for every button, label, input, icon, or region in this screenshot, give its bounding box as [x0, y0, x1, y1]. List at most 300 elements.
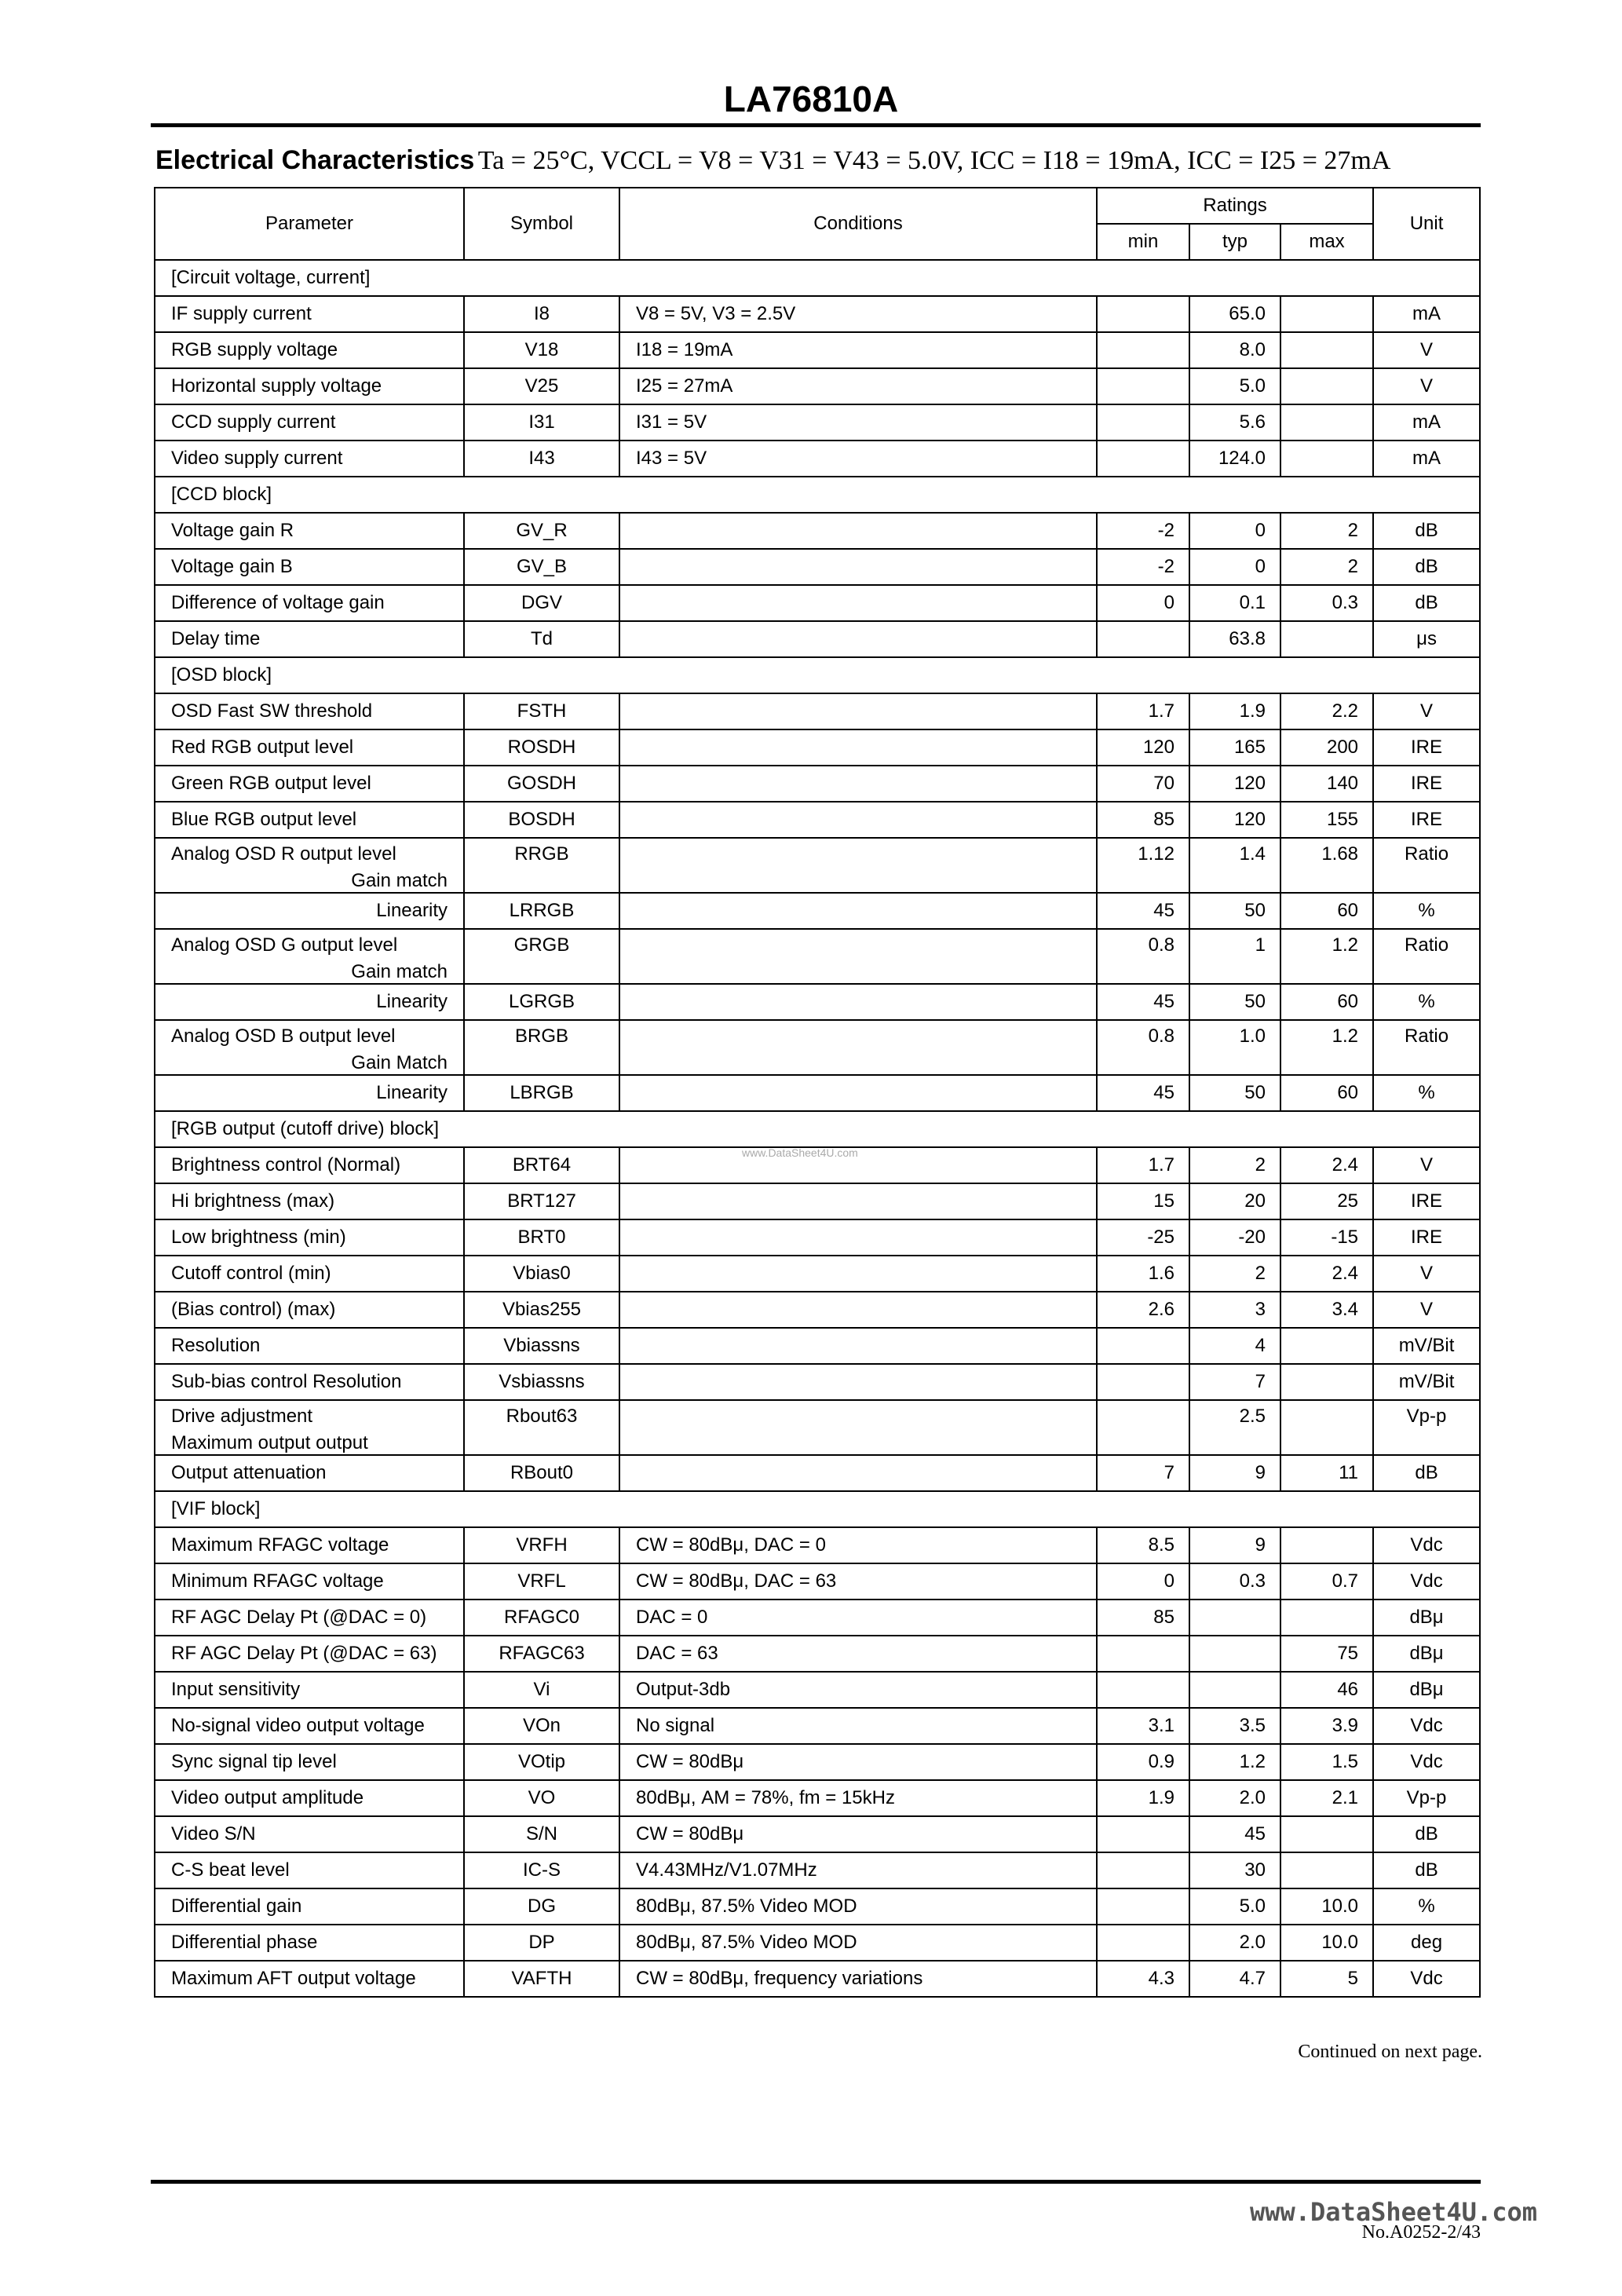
- cell-conditions: [619, 984, 1097, 1020]
- cell-symbol: DG: [464, 1888, 619, 1925]
- cell-unit: mA: [1373, 296, 1480, 332]
- cell-max: 10.0: [1280, 1925, 1373, 1961]
- cell-unit: dBμ: [1373, 1600, 1480, 1636]
- cell-max: [1280, 368, 1373, 404]
- cell-conditions: [619, 1364, 1097, 1400]
- cell-typ: 8.0: [1189, 332, 1280, 368]
- table-row: [155, 1708, 1480, 1744]
- cell-min: 0: [1097, 585, 1189, 621]
- cell-max: -15: [1280, 1219, 1373, 1256]
- header-min: min: [1097, 224, 1189, 260]
- table-row: [155, 984, 1480, 1020]
- cell-conditions: [619, 1292, 1097, 1328]
- cell-max: [1280, 1852, 1373, 1888]
- cell-typ: 5.0: [1189, 1888, 1280, 1925]
- cell-unit: mV/Bit: [1373, 1328, 1480, 1364]
- cell-typ: [1189, 1600, 1280, 1636]
- cell-parameter: Red RGB output level: [155, 729, 464, 766]
- cell-max: 60: [1280, 1075, 1373, 1111]
- cell-parameter: Linearity: [155, 893, 464, 929]
- table-row: [155, 802, 1480, 838]
- cell-parameter: [155, 838, 464, 893]
- table-row: [155, 1636, 1480, 1672]
- cell-unit: V: [1373, 332, 1480, 368]
- cell-parameter: (Bias control) (max): [155, 1292, 464, 1328]
- cell-unit: IRE: [1373, 1183, 1480, 1219]
- cell-min: 0.8: [1097, 929, 1189, 984]
- cell-typ: 63.8: [1189, 621, 1280, 657]
- cell-symbol: Vbias255: [464, 1292, 619, 1328]
- cell-unit: IRE: [1373, 802, 1480, 838]
- cell-symbol: BRT64: [464, 1147, 619, 1183]
- cell-conditions: V8 = 5V, V3 = 2.5V: [619, 296, 1097, 332]
- cell-typ: 1.9: [1189, 693, 1280, 729]
- cell-parameter: Linearity: [155, 1075, 464, 1111]
- cell-parameter: Voltage gain B: [155, 549, 464, 585]
- cell-unit: Vdc: [1373, 1744, 1480, 1780]
- cell-unit: mV/Bit: [1373, 1364, 1480, 1400]
- cell-unit: dB: [1373, 1455, 1480, 1491]
- continued-note: Continued on next page.: [1298, 2042, 1482, 2062]
- header-row: [155, 188, 1480, 224]
- section-title: Electrical Characteristics: [155, 145, 475, 175]
- cell-parameter: Voltage gain R: [155, 513, 464, 549]
- cell-max: 3.4: [1280, 1292, 1373, 1328]
- parameter-line1: Analog OSD B output level: [171, 1026, 396, 1047]
- cell-typ: 0: [1189, 513, 1280, 549]
- cell-typ: 1.4: [1189, 838, 1280, 893]
- cell-max: [1280, 404, 1373, 441]
- cell-max: 2.2: [1280, 693, 1373, 729]
- cell-min: [1097, 441, 1189, 477]
- header-unit: Unit: [1373, 188, 1480, 260]
- cell-parameter: Differential phase: [155, 1925, 464, 1961]
- group-label: [CCD block]: [155, 477, 1480, 513]
- cell-typ: 165: [1189, 729, 1280, 766]
- header-symbol: Symbol: [464, 188, 619, 260]
- cell-unit: dB: [1373, 585, 1480, 621]
- cell-typ: 1.2: [1189, 1744, 1280, 1780]
- cell-conditions: 80dBμ, 87.5% Video MOD: [619, 1888, 1097, 1925]
- table-row: [155, 1020, 1480, 1075]
- cell-conditions: CW = 80dBμ, frequency variations: [619, 1961, 1097, 1997]
- cell-parameter: IF supply current: [155, 296, 464, 332]
- cell-symbol: Vsbiassns: [464, 1364, 619, 1400]
- section-conditions: Ta = 25°C, VCCL = V8 = V31 = V43 = 5.0V, ICC = I18 = 19mA, ICC = I25 = 27mA: [477, 146, 1391, 175]
- document-title: LA76810A: [723, 79, 899, 119]
- cell-conditions: DAC = 0: [619, 1600, 1097, 1636]
- cell-symbol: Rbout63: [464, 1400, 619, 1455]
- cell-conditions: [619, 766, 1097, 802]
- group-row: [155, 1491, 1480, 1527]
- cell-unit: dB: [1373, 513, 1480, 549]
- cell-conditions: CW = 80dBμ: [619, 1744, 1097, 1780]
- cell-max: 11: [1280, 1455, 1373, 1491]
- cell-parameter: Resolution: [155, 1328, 464, 1364]
- cell-symbol: LBRGB: [464, 1075, 619, 1111]
- cell-unit: dB: [1373, 1816, 1480, 1852]
- cell-min: 45: [1097, 984, 1189, 1020]
- cell-unit: V: [1373, 368, 1480, 404]
- cell-conditions: [619, 1256, 1097, 1292]
- parameter-line1: Analog OSD G output level: [171, 934, 398, 956]
- cell-symbol: Vbias0: [464, 1256, 619, 1292]
- cell-typ: 120: [1189, 766, 1280, 802]
- table-row: [155, 1600, 1480, 1636]
- cell-unit: %: [1373, 1075, 1480, 1111]
- cell-min: 1.7: [1097, 693, 1189, 729]
- parameter-line2: Maximum output output: [171, 1432, 368, 1453]
- cell-parameter: Minimum RFAGC voltage: [155, 1563, 464, 1600]
- cell-unit: %: [1373, 893, 1480, 929]
- cell-parameter: Sub-bias control Resolution: [155, 1364, 464, 1400]
- table-row: [155, 1256, 1480, 1292]
- cell-max: 2.4: [1280, 1256, 1373, 1292]
- cell-parameter: Brightness control (Normal): [155, 1147, 464, 1183]
- cell-typ: 5.0: [1189, 368, 1280, 404]
- cell-conditions: [619, 1183, 1097, 1219]
- group-row: [155, 477, 1480, 513]
- cell-symbol: Vi: [464, 1672, 619, 1708]
- cell-conditions: [619, 838, 1097, 893]
- cell-unit: V: [1373, 1256, 1480, 1292]
- cell-min: 70: [1097, 766, 1189, 802]
- table-row: [155, 1400, 1480, 1455]
- footer-watermark: www.DataSheet4U.com: [1249, 2197, 1537, 2227]
- cell-parameter: Linearity: [155, 984, 464, 1020]
- cell-symbol: BRGB: [464, 1020, 619, 1075]
- header-typ: typ: [1189, 224, 1280, 260]
- cell-max: [1280, 1816, 1373, 1852]
- cell-symbol: FSTH: [464, 693, 619, 729]
- cell-symbol: V25: [464, 368, 619, 404]
- cell-min: 3.1: [1097, 1708, 1189, 1744]
- cell-symbol: VRFL: [464, 1563, 619, 1600]
- cell-min: [1097, 1925, 1189, 1961]
- section-heading: [155, 140, 1390, 181]
- table-row: [155, 513, 1480, 549]
- cell-unit: %: [1373, 984, 1480, 1020]
- cell-typ: 30: [1189, 1852, 1280, 1888]
- cell-typ: 3: [1189, 1292, 1280, 1328]
- watermark-center: www.DataSheet4U.com: [742, 1146, 858, 1159]
- group-row: [155, 260, 1480, 296]
- cell-min: [1097, 1816, 1189, 1852]
- cell-typ: [1189, 1672, 1280, 1708]
- cell-typ: 120: [1189, 802, 1280, 838]
- cell-typ: -20: [1189, 1219, 1280, 1256]
- cell-conditions: V4.43MHz/V1.07MHz: [619, 1852, 1097, 1888]
- cell-symbol: Td: [464, 621, 619, 657]
- cell-conditions: [619, 1455, 1097, 1491]
- cell-unit: IRE: [1373, 1219, 1480, 1256]
- cell-conditions: I25 = 27mA: [619, 368, 1097, 404]
- cell-conditions: CW = 80dBμ: [619, 1816, 1097, 1852]
- cell-unit: Ratio: [1373, 1020, 1480, 1075]
- cell-conditions: [619, 893, 1097, 929]
- parameter-line2: Gain Match: [351, 1052, 448, 1073]
- cell-max: 200: [1280, 729, 1373, 766]
- cell-max: 2: [1280, 549, 1373, 585]
- cell-min: 85: [1097, 802, 1189, 838]
- table-row: [155, 1455, 1480, 1491]
- cell-min: 120: [1097, 729, 1189, 766]
- cell-parameter: [155, 1020, 464, 1075]
- cell-symbol: DP: [464, 1925, 619, 1961]
- cell-max: [1280, 1364, 1373, 1400]
- cell-min: 4.3: [1097, 1961, 1189, 1997]
- table-row: [155, 1364, 1480, 1400]
- cell-symbol: LGRGB: [464, 984, 619, 1020]
- cell-typ: 2.0: [1189, 1925, 1280, 1961]
- cell-min: [1097, 621, 1189, 657]
- cell-max: 60: [1280, 984, 1373, 1020]
- header-conditions: Conditions: [619, 188, 1097, 260]
- table-row: [155, 1183, 1480, 1219]
- cell-unit: dB: [1373, 549, 1480, 585]
- cell-conditions: [619, 585, 1097, 621]
- cell-unit: %: [1373, 1888, 1480, 1925]
- group-label: [VIF block]: [155, 1491, 1480, 1527]
- table-row: [155, 296, 1480, 332]
- cell-conditions: DAC = 63: [619, 1636, 1097, 1672]
- cell-unit: Vp-p: [1373, 1780, 1480, 1816]
- cell-unit: Vdc: [1373, 1708, 1480, 1744]
- cell-max: 1.5: [1280, 1744, 1373, 1780]
- cell-parameter: Hi brightness (max): [155, 1183, 464, 1219]
- table-row: [155, 766, 1480, 802]
- header-ratings: Ratings: [1097, 188, 1373, 224]
- cell-symbol: BOSDH: [464, 802, 619, 838]
- cell-unit: dBμ: [1373, 1636, 1480, 1672]
- cell-symbol: LRRGB: [464, 893, 619, 929]
- cell-typ: 50: [1189, 893, 1280, 929]
- table-row: [155, 1527, 1480, 1563]
- table-row: [155, 1563, 1480, 1600]
- electrical-characteristics-table: [154, 187, 1481, 1998]
- group-row: [155, 1111, 1480, 1147]
- cell-typ: 50: [1189, 984, 1280, 1020]
- cell-conditions: 80dBμ, 87.5% Video MOD: [619, 1925, 1097, 1961]
- cell-symbol: VOn: [464, 1708, 619, 1744]
- cell-parameter: Cutoff control (min): [155, 1256, 464, 1292]
- cell-symbol: GRGB: [464, 929, 619, 984]
- cell-max: 10.0: [1280, 1888, 1373, 1925]
- cell-max: 2.1: [1280, 1780, 1373, 1816]
- table-row: [155, 368, 1480, 404]
- cell-typ: 0.1: [1189, 585, 1280, 621]
- cell-max: 5: [1280, 1961, 1373, 1997]
- header-parameter: Parameter: [155, 188, 464, 260]
- cell-max: [1280, 1527, 1373, 1563]
- cell-unit: Vdc: [1373, 1563, 1480, 1600]
- table-row: [155, 404, 1480, 441]
- cell-min: -25: [1097, 1219, 1189, 1256]
- cell-typ: 4.7: [1189, 1961, 1280, 1997]
- cell-symbol: BRT127: [464, 1183, 619, 1219]
- cell-conditions: No signal: [619, 1708, 1097, 1744]
- cell-conditions: [619, 729, 1097, 766]
- cell-parameter: Sync signal tip level: [155, 1744, 464, 1780]
- table-row: [155, 1672, 1480, 1708]
- cell-symbol: ROSDH: [464, 729, 619, 766]
- parameter-line2: Gain match: [351, 961, 448, 982]
- cell-conditions: CW = 80dBμ, DAC = 63: [619, 1563, 1097, 1600]
- cell-unit: Ratio: [1373, 929, 1480, 984]
- cell-typ: 50: [1189, 1075, 1280, 1111]
- cell-max: 3.9: [1280, 1708, 1373, 1744]
- cell-parameter: Video supply current: [155, 441, 464, 477]
- cell-symbol: RFAGC0: [464, 1600, 619, 1636]
- cell-conditions: [619, 693, 1097, 729]
- cell-min: [1097, 1400, 1189, 1455]
- cell-typ: 2: [1189, 1256, 1280, 1292]
- cell-parameter: OSD Fast SW threshold: [155, 693, 464, 729]
- cell-min: 0: [1097, 1563, 1189, 1600]
- cell-max: 60: [1280, 893, 1373, 929]
- cell-max: 140: [1280, 766, 1373, 802]
- cell-max: 155: [1280, 802, 1373, 838]
- cell-parameter: Blue RGB output level: [155, 802, 464, 838]
- group-label: [OSD block]: [155, 657, 1480, 693]
- cell-symbol: GV_R: [464, 513, 619, 549]
- cell-symbol: DGV: [464, 585, 619, 621]
- cell-parameter: Low brightness (min): [155, 1219, 464, 1256]
- table-row: [155, 621, 1480, 657]
- cell-typ: 7: [1189, 1364, 1280, 1400]
- table-row: [155, 1744, 1480, 1780]
- table-row: [155, 693, 1480, 729]
- cell-typ: 124.0: [1189, 441, 1280, 477]
- cell-unit: μs: [1373, 621, 1480, 657]
- table-row: [155, 1888, 1480, 1925]
- cell-parameter: No-signal video output voltage: [155, 1708, 464, 1744]
- cell-symbol: RFAGC63: [464, 1636, 619, 1672]
- cell-conditions: [619, 1400, 1097, 1455]
- cell-max: 0.3: [1280, 585, 1373, 621]
- cell-max: [1280, 621, 1373, 657]
- cell-typ: 20: [1189, 1183, 1280, 1219]
- parameter-line1: Drive adjustment: [171, 1406, 313, 1427]
- cell-min: 45: [1097, 1075, 1189, 1111]
- cell-min: 1.9: [1097, 1780, 1189, 1816]
- cell-max: 75: [1280, 1636, 1373, 1672]
- cell-typ: 2: [1189, 1147, 1280, 1183]
- cell-parameter: Delay time: [155, 621, 464, 657]
- cell-parameter: Green RGB output level: [155, 766, 464, 802]
- cell-max: [1280, 332, 1373, 368]
- table-row: [155, 1328, 1480, 1364]
- cell-min: [1097, 1852, 1189, 1888]
- cell-unit: Ratio: [1373, 838, 1480, 893]
- table-row: [155, 441, 1480, 477]
- table-row: [155, 1925, 1480, 1961]
- cell-min: [1097, 404, 1189, 441]
- cell-typ: 5.6: [1189, 404, 1280, 441]
- cell-min: 2.6: [1097, 1292, 1189, 1328]
- cell-typ: 4: [1189, 1328, 1280, 1364]
- cell-typ: 3.5: [1189, 1708, 1280, 1744]
- cell-unit: mA: [1373, 404, 1480, 441]
- table-row: [155, 729, 1480, 766]
- table-row: [155, 1219, 1480, 1256]
- cell-parameter: Differential gain: [155, 1888, 464, 1925]
- cell-typ: 9: [1189, 1527, 1280, 1563]
- cell-unit: V: [1373, 1292, 1480, 1328]
- cell-max: 25: [1280, 1183, 1373, 1219]
- cell-symbol: Vbiassns: [464, 1328, 619, 1364]
- parameter-line2: Gain match: [351, 870, 448, 891]
- cell-min: [1097, 368, 1189, 404]
- cell-unit: Vdc: [1373, 1961, 1480, 1997]
- cell-min: 1.6: [1097, 1256, 1189, 1292]
- cell-conditions: [619, 1219, 1097, 1256]
- group-label: [RGB output (cutoff drive) block]: [155, 1111, 1480, 1147]
- cell-max: [1280, 441, 1373, 477]
- cell-parameter: Horizontal supply voltage: [155, 368, 464, 404]
- cell-typ: [1189, 1636, 1280, 1672]
- cell-symbol: I31: [464, 404, 619, 441]
- cell-symbol: VRFH: [464, 1527, 619, 1563]
- table-row: [155, 1292, 1480, 1328]
- cell-min: 7: [1097, 1455, 1189, 1491]
- cell-parameter: [155, 929, 464, 984]
- cell-conditions: [619, 929, 1097, 984]
- cell-conditions: [619, 802, 1097, 838]
- cell-min: [1097, 332, 1189, 368]
- table-row: [155, 332, 1480, 368]
- cell-max: 46: [1280, 1672, 1373, 1708]
- cell-conditions: CW = 80dBμ, DAC = 0: [619, 1527, 1097, 1563]
- cell-typ: 1: [1189, 929, 1280, 984]
- cell-max: [1280, 1600, 1373, 1636]
- cell-symbol: GOSDH: [464, 766, 619, 802]
- cell-conditions: Output-3db: [619, 1672, 1097, 1708]
- table-row: [155, 549, 1480, 585]
- cell-symbol: V18: [464, 332, 619, 368]
- top-rule: [151, 123, 1481, 127]
- table-row: [155, 929, 1480, 984]
- cell-symbol: S/N: [464, 1816, 619, 1852]
- bottom-rule: [151, 2180, 1481, 2184]
- cell-conditions: [619, 1328, 1097, 1364]
- cell-parameter: Video S/N: [155, 1816, 464, 1852]
- cell-parameter: RF AGC Delay Pt (@DAC = 63): [155, 1636, 464, 1672]
- cell-unit: dBμ: [1373, 1672, 1480, 1708]
- cell-conditions: [619, 1075, 1097, 1111]
- cell-conditions: [619, 549, 1097, 585]
- cell-symbol: RBout0: [464, 1455, 619, 1491]
- header-max: max: [1280, 224, 1373, 260]
- cell-min: [1097, 1888, 1189, 1925]
- cell-typ: 2.0: [1189, 1780, 1280, 1816]
- cell-parameter: Video output amplitude: [155, 1780, 464, 1816]
- cell-parameter: Input sensitivity: [155, 1672, 464, 1708]
- cell-min: 0.8: [1097, 1020, 1189, 1075]
- cell-parameter: CCD supply current: [155, 404, 464, 441]
- cell-max: [1280, 1328, 1373, 1364]
- cell-symbol: VOtip: [464, 1744, 619, 1780]
- cell-symbol: I43: [464, 441, 619, 477]
- cell-parameter: Output attenuation: [155, 1455, 464, 1491]
- cell-min: 8.5: [1097, 1527, 1189, 1563]
- cell-min: 0.9: [1097, 1744, 1189, 1780]
- cell-symbol: VO: [464, 1780, 619, 1816]
- cell-max: 1.2: [1280, 1020, 1373, 1075]
- cell-unit: deg: [1373, 1925, 1480, 1961]
- cell-parameter: Difference of voltage gain: [155, 585, 464, 621]
- cell-unit: Vp-p: [1373, 1400, 1480, 1455]
